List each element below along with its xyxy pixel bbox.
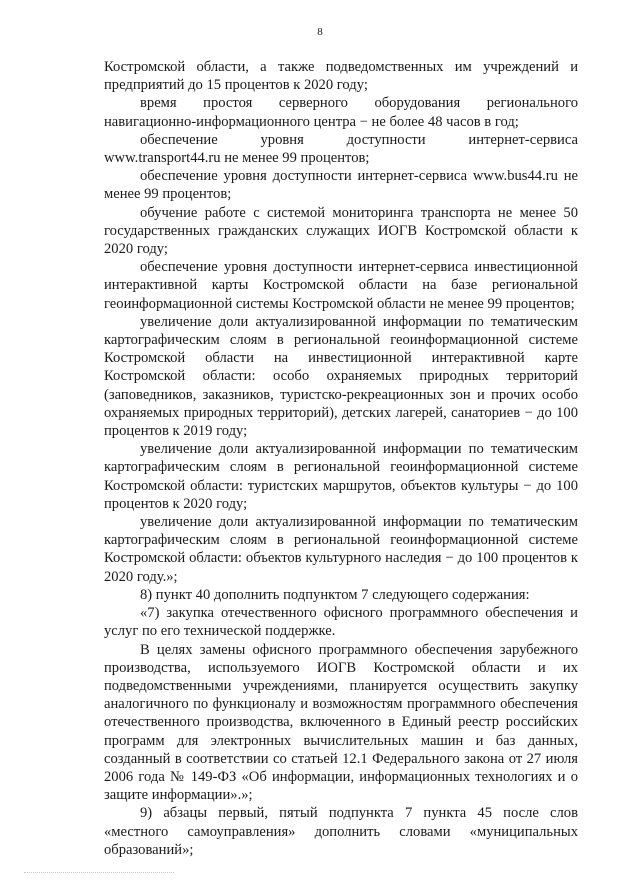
paragraph-bus44-availability: обеспечение уровня доступности интернет-сервиса www.bus44.ru не менее 99 процентов;	[104, 168, 578, 203]
paragraph-tourist-routes: увеличение доли актуализированной информации по тематическим картографическим слоям в региональной геоинформационной системе Костромской области: туристских маршрутов, объектов культуры − до 100 процентов к 2020 году;	[104, 441, 578, 512]
paragraph-software-replacement: В целях замены офисного программного обеспечения зарубежного производства, используемого ИОГВ Костромской области и их подведомственными учреждениями, планируется осуществить закупку аналогичного по функционалу и возможностям программного обеспечения отечественного производства, включенного в Единый реестр российских программ для электронных вычислительных машин и баз данных, созданный в соответствии со статьей 12.1 Федерального закона от 27 июля 2006 года № 149-ФЗ «Об информации, информационных технологиях и о защите информации».»;	[104, 641, 578, 804]
paragraph-continuation: Костромской области, а также подведомственных им учреждений и предприятий до 15 процентов к 2020 году;	[104, 59, 578, 94]
paragraph-training: обучение работе с системой мониторинга транспорта не менее 50 государственных гражданских служащих ИОГВ Костромской области к 2020 году;	[104, 204, 578, 258]
document-body	[104, 58, 578, 859]
paragraph-investment-map: обеспечение уровня доступности интернет-сервиса инвестиционной интерактивной карты Костромской области на базе региональной геоинформационной системы Костромской области не менее 99 процентов;	[104, 259, 578, 312]
paragraph-protected-areas: увеличение доли актуализированной информации по тематическим картографическим слоям в региональной геоинформационной системе Костромской области на инвестиционной интерактивной карте Костромской области: особо охраняемых природных территорий (заповедников, заказников, туристско-рекреационных зон и прочих особо охраняемых природных территорий), детских лагерей, санаториев − до 100 процентов к 2019 году;	[104, 313, 578, 440]
paragraph-subitem-7: «7) закупка отечественного офисного программного обеспечения и услуг по его технической поддержке.	[104, 605, 578, 640]
scan-artifact	[24, 872, 174, 873]
paragraph-server-downtime: время простоя серверного оборудования регионального навигационно-информационного центра − не более 48 часов в год;	[104, 95, 578, 130]
paragraph-item-9: 9) абзацы первый, пятый подпункта 7 пункта 45 после слов «местного самоуправления» дополнить словами «муниципальных образований»;	[104, 805, 578, 858]
paragraph-transport44-availability: обеспечение уровня доступности интернет-сервиса www.transport44.ru не менее 99 процентов;	[104, 131, 578, 167]
page-number: 8	[317, 26, 323, 38]
paragraph-item-8: 8) пункт 40 дополнить подпунктом 7 следующего содержания:	[140, 586, 530, 603]
paragraph-cultural-heritage: увеличение доли актуализированной информации по тематическим картографическим слоям в региональной геоинформационной системе Костромской области: объектов культурного наследия − до 100 процентов к 2020 году.»;	[104, 514, 578, 585]
